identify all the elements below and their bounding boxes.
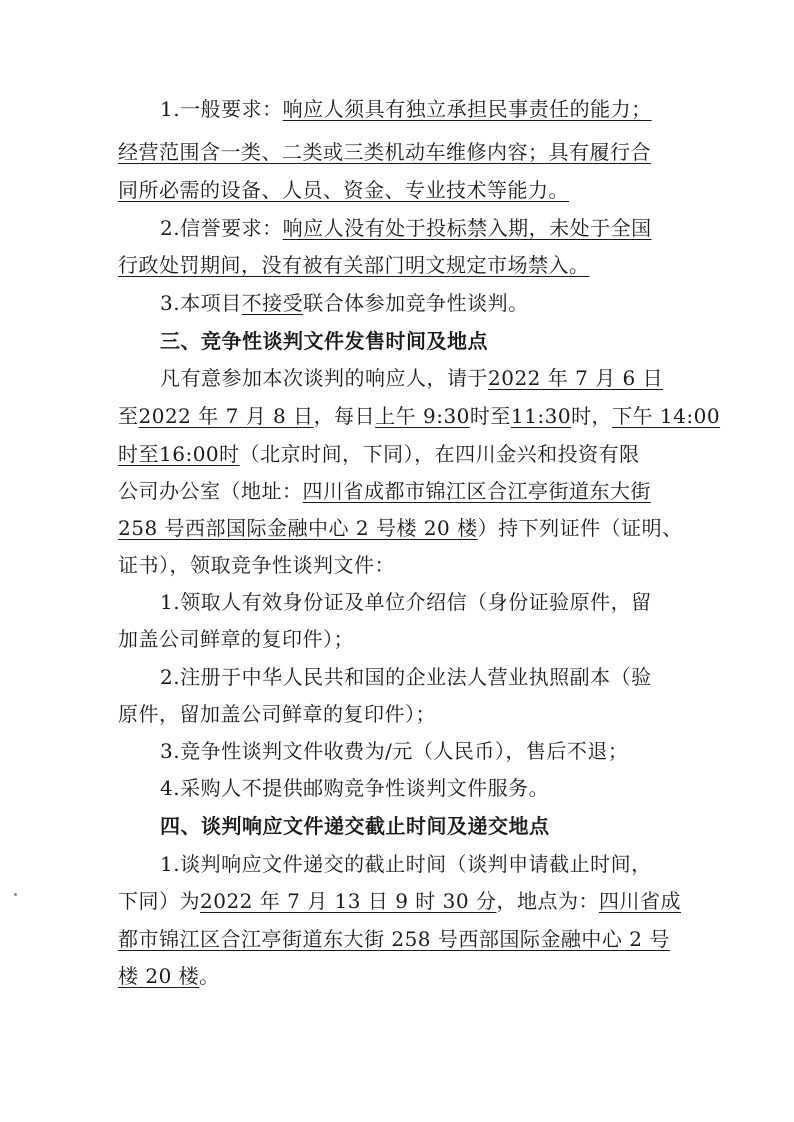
s3-list-item2-line2: 原件，留加盖公司鲜章的复印件）； [118, 702, 436, 726]
req2-prefix: 2.信誉要求： [160, 216, 283, 240]
req3-line [160, 289, 529, 317]
s3-l2c: ，每日 [313, 404, 376, 428]
s3-l2d-time: 上午 9:30 [375, 404, 470, 428]
s3-p1-line3 [118, 440, 640, 468]
s3-list-item2-line1: 2.注册于中华人民共和国的企业法人营业执照副本（验 [160, 665, 652, 689]
s3-l2e: 时至 [469, 404, 511, 428]
s3-list-item1-line1: 1.领取人有效身份证及单位介绍信（身份证验原件，留 [160, 590, 652, 614]
req2-line1 [160, 214, 652, 242]
s4-l4-address: 楼 20 楼 [118, 964, 200, 988]
s3-l3c: 时 [219, 442, 240, 466]
s3-l4a: 公司办公室（地址： [118, 479, 303, 503]
s3-l2g: 时， [571, 404, 613, 428]
req2-line2: 行政处罚期间，没有被有关部门明文规定市场禁入。 [118, 253, 590, 277]
s4-l2c: ，地点为： [496, 889, 599, 913]
req3-suffix: 联合体参加竞争性谈判。 [303, 291, 529, 315]
s3-p1-line4 [118, 477, 651, 505]
req3-prefix: 3.本项目 [160, 291, 242, 315]
section4-heading: 四、谈判响应文件递交截止时间及递交地点 [160, 814, 550, 838]
s3-l5b: ）持下列证件（证明、 [477, 516, 683, 540]
req3-underlined: 不接受 [241, 291, 304, 315]
s3-l2h-time: 下午 14:00 [612, 404, 721, 428]
s3-l3d: （北京时间，下同），在四川金兴和投资有限 [239, 442, 640, 466]
s3-l2a: 至 [118, 404, 139, 428]
s3-l5a-address: 258 号西部国际金融中心 2 号楼 20 楼 [118, 516, 478, 540]
s4-p1-line1: 1.谈判响应文件递交的截止时间（谈判申请截止时间， [160, 852, 652, 876]
s4-p1-line2 [118, 887, 681, 915]
req1-line1 [160, 95, 652, 123]
s3-p1-line1 [160, 364, 663, 392]
req2-text1: 响应人没有处于投标禁入期，未处于全国 [282, 216, 652, 240]
s3-l4b-address: 四川省成都市锦江区合江亭街道东大街 [302, 479, 651, 503]
s3-list-item3: 3.竞争性谈判文件收费为/元（人民币），售后不退； [160, 739, 629, 763]
s3-l3b-time: 16:00 [159, 442, 220, 466]
section3-heading: 三、竞争性谈判文件发售时间及地点 [160, 329, 488, 353]
s3-l1b-date: 2022 年 7 月 6 日 [488, 366, 664, 390]
s4-l2d-address: 四川省成 [598, 889, 681, 913]
s3-l3a: 时至 [118, 442, 159, 466]
s3-p1-line5 [118, 514, 683, 542]
s3-p1-line6: 证书），领取竞争性谈判文件： [118, 553, 395, 577]
s4-p1-line3: 都市锦江区合江亭街道东大街 258 号西部国际金融中心 2 号 [118, 927, 670, 951]
s3-l2b-date: 2022 年 7 月 8 日 [138, 404, 314, 428]
s4-l2b-deadline: 2022 年 7 月 13 日 9 时 30 分 [200, 889, 497, 913]
s4-l4-end: 。 [199, 964, 220, 988]
s3-p1-line2 [118, 402, 720, 430]
s4-p1-line4 [118, 962, 220, 990]
req1-line3: 同所必需的设备、人员、资金、专业技术等能力。 [118, 178, 569, 202]
s4-l2a: 下同）为 [118, 889, 200, 913]
req1-text1: 响应人须具有独立承担民事责任的能力； [282, 97, 652, 121]
s3-l2f-time: 11:30 [510, 404, 572, 428]
req1-line2: 经营范围含一类、二类或三类机动车维修内容；具有履行合 [118, 140, 651, 164]
s3-l1a: 凡有意参加本次谈判的响应人，请于 [160, 366, 488, 390]
scan-speck [14, 893, 17, 896]
s3-list-item1-line2: 加盖公司鲜章的复印件）； [118, 627, 354, 651]
s3-list-item4: 4.采购人不提供邮购竞争性谈判文件服务。 [160, 776, 550, 800]
req1-prefix: 1.一般要求： [160, 97, 283, 121]
